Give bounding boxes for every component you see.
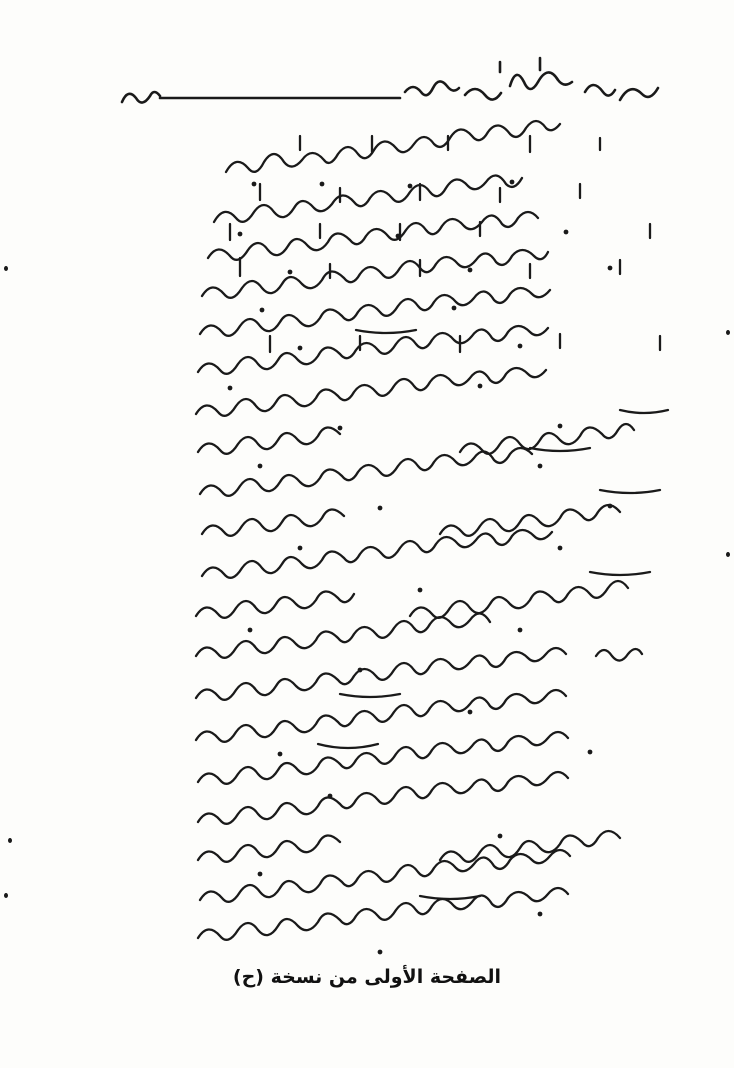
diacritic-dots: [228, 180, 613, 955]
margin-speck: [4, 893, 8, 898]
page-caption: الصفحة الأولى من نسخة (ح): [232, 966, 502, 988]
header-line: [122, 58, 658, 103]
margin-speck: [726, 552, 730, 557]
body-lines: [196, 121, 668, 940]
margin-speck: [4, 266, 8, 271]
margin-speck: [8, 838, 12, 843]
margin-speck: [726, 330, 730, 335]
